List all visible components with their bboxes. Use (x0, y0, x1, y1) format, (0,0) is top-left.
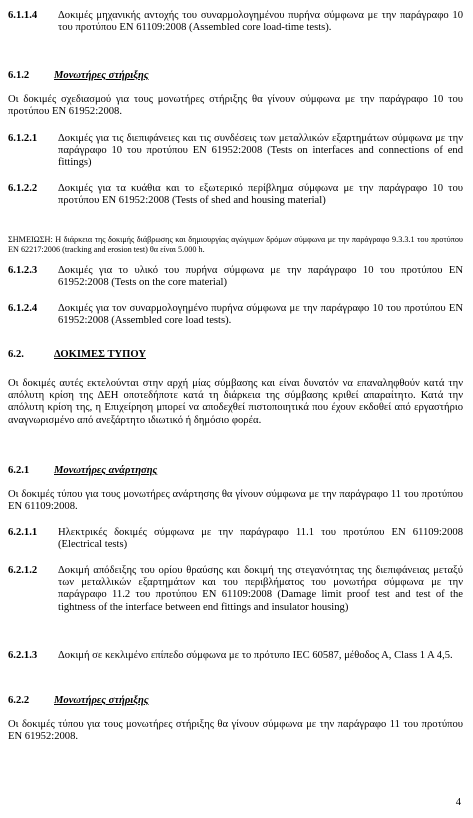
clause-6-1-2-4 (8, 303, 463, 327)
section-number: 6.2.2 (8, 695, 30, 706)
paragraph (8, 489, 463, 513)
paragraph-text: Οι δοκιμές τύπου για τους μονωτήρες στήριξης θα γίνουν σύμφωνα με την παράγραφο 11 του προτύπου EN 61952:2008. (8, 719, 463, 743)
clause-number: 6.1.2.3 (8, 265, 38, 276)
section-title: Μονωτήρες στήριξης (54, 695, 149, 706)
clause-text: Δοκιμή απόδειξης του ορίου θραύσης και δοκιμή της στεγανότητας της διεπιφάνειας μεταξύ των μεταλλικών εξαρτημάτων και του περιβλήματος του μονωτήρα σύμφωνα με την παράγραφο 11.2 του προτύπου EN 61109:2008 (Damage limit proof test and test of the tightness of the interface between end fittings and insulator housing) (58, 565, 463, 613)
paragraph-text: Οι δοκιμές αυτές εκτελούνται στην αρχή μίας σύμβασης και είναι δυνατόν να επαναληφθούν κατά την απόλυτη κρίση της ΔΕΗ οποτεδήποτε κατά τη διάρκεια της σύμβασης κριθεί απαραίτητο. Κατά την απόλυτη κρίση της, η Επιχείρηση μπορεί να αποδεχθεί πιστοποιητικά που έχουν εκδοθεί από εργαστήριο αναγνωρισμένο από ανεξάρτητο ιδιωτικό ή δημόσιο φορέα. (8, 378, 463, 426)
clause-number: 6.2.1.2 (8, 565, 38, 576)
section-title: Μονωτήρες ανάρτησης (54, 465, 158, 476)
clause-number: 6.2.1.1 (8, 527, 38, 538)
clause-text: Δοκιμές για τις διεπιφάνειες και τις συνδέσεις των μεταλλικών εξαρτημάτων σύμφωνα με την παράγραφο 10 του προτύπου EN 61952:2008 (Tests on interfaces and connections of end fittings) (58, 133, 463, 169)
clause-text: Δοκιμή σε κεκλιμένο επίπεδο σύμφωνα με το πρότυπο IEC 60587, μέθοδος Α, Class 1 A 4,5. (58, 650, 453, 661)
clause-number: 6.1.1.4 (8, 10, 38, 21)
section-number: 6.2. (8, 349, 24, 360)
section-title: ΔΟΚΙΜΕΣ ΤΥΠΟΥ (54, 349, 147, 360)
clause-6-1-1-4 (8, 10, 463, 34)
section-heading-6-2-2 (8, 695, 463, 708)
section-heading-6-2-1 (8, 465, 463, 478)
section-heading-6-2 (8, 349, 463, 362)
page-number: 4 (455, 797, 461, 808)
paragraph (8, 378, 463, 427)
clause-number: 6.1.2.2 (8, 183, 38, 194)
clause-number: 6.1.2.1 (8, 133, 38, 144)
clause-text: Ηλεκτρικές δοκιμές σύμφωνα με την παράγραφο 11.1 του προτύπου EN 61109:2008 (Electrical tests) (58, 527, 463, 551)
clause-6-1-2-1 (8, 133, 463, 170)
clause-6-2-1-2 (8, 565, 463, 614)
clause-number: 6.2.1.3 (8, 650, 38, 661)
paragraph (8, 94, 463, 118)
clause-text: Δοκιμές μηχανικής αντοχής του συναρμολογημένου πυρήνα σύμφωνα με την παράγραφο 10 του προτύπου EN 61109:2008 (Assembled core load-time tests). (58, 10, 463, 34)
clause-text: Δοκιμές για το υλικό του πυρήνα σύμφωνα με την παράγραφο 10 του προτύπου EN 61952:2008 (Tests on the core material) (58, 265, 463, 289)
note (8, 235, 463, 255)
clause-text: Δοκιμές για τον συναρμολογημένο πυρήνα σύμφωνα με την παράγραφο 10 του προτύπου EN 61952:2008 (Assembled core load tests). (58, 303, 463, 327)
clause-6-2-1-3 (8, 650, 463, 662)
paragraph-text: Οι δοκιμές σχεδιασμού για τους μονωτήρες στήριξης θα γίνουν σύμφωνα με την παράγραφο 10 του προτύπου EN 61952:2008. (8, 94, 463, 118)
clause-number: 6.1.2.4 (8, 303, 38, 314)
clause-6-2-1-1 (8, 527, 463, 551)
note-text: ΣΗΜΕΙΩΣΗ: Η διάρκεια της δοκιμής διάβρωσης και δημιουργίας αγώγιμων δρόμων σύμφωνα με την παράγραφο 9.3.3.1 του προτύπου EN 62217:2006 (tracking and erosion test) θα είναι 5.000 h. (8, 235, 463, 254)
section-number: 6.2.1 (8, 465, 30, 476)
section-title: Μονωτήρες στήριξης (54, 70, 149, 81)
clause-text: Δοκιμές για τα κυάθια και το εξωτερικό περίβλημα σύμφωνα με την παράγραφο 10 του προτύπου EN 61952:2008 (Tests of shed and housing material) (58, 183, 463, 207)
clause-6-1-2-3 (8, 265, 463, 289)
paragraph-text: Οι δοκιμές τύπου για τους μονωτήρες ανάρτησης θα γίνουν σύμφωνα με την παράγραφο 11 του προτύπου EN 61109:2008. (8, 489, 463, 513)
section-heading-6-1-2 (8, 70, 463, 83)
paragraph (8, 719, 463, 743)
clause-6-1-2-2 (8, 183, 463, 207)
section-number: 6.1.2 (8, 70, 30, 81)
